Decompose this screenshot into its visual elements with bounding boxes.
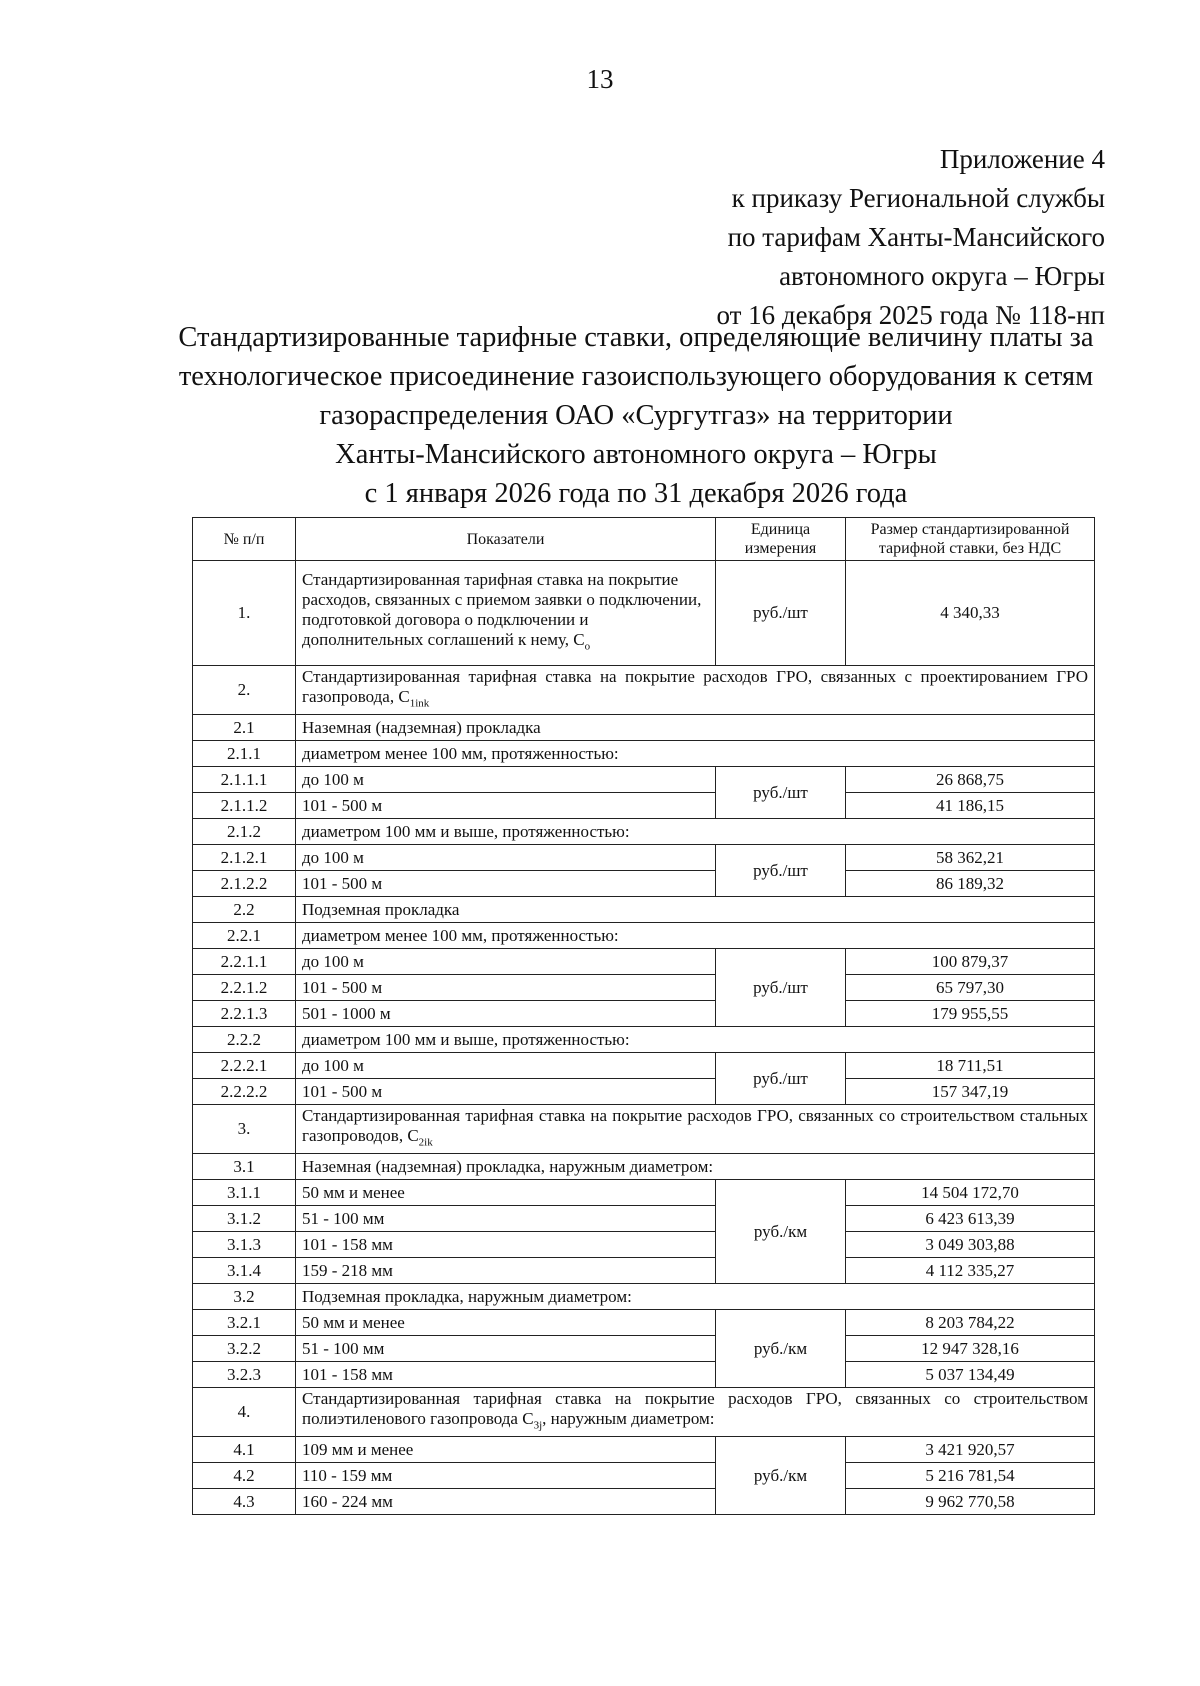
title-line: с 1 января 2026 года по 31 декабря 2026 года (364, 478, 908, 509)
row-value: 41 186,15 (846, 793, 1095, 819)
table-row (193, 1388, 1095, 1437)
subscript: 3j (533, 1419, 543, 1432)
appendix-line: к приказу Региональной службы (731, 183, 1105, 213)
row-unit: руб./шт (716, 561, 846, 666)
row-value: 6 423 613,39 (846, 1206, 1095, 1232)
row-value: 179 955,55 (846, 1001, 1095, 1027)
row-text: Подземная прокладка, наружным диаметром: (296, 1284, 1095, 1310)
row-value: 4 112 335,27 (846, 1258, 1095, 1284)
row-text: диаметром 100 мм и выше, протяженностью: (296, 819, 1095, 845)
row-num: 4.2 (193, 1463, 296, 1489)
document-title (150, 318, 1122, 513)
row-num: 2.1.1 (193, 741, 296, 767)
row-unit: руб./км (716, 1180, 846, 1284)
row-num: 2.2 (193, 897, 296, 923)
subscript: 1ink (409, 697, 430, 710)
row-value: 58 362,21 (846, 845, 1095, 871)
row-value: 12 947 328,16 (846, 1336, 1095, 1362)
table-header-row (193, 518, 1095, 561)
appendix-line: Приложение 4 (939, 144, 1105, 174)
table-row (193, 1180, 1095, 1206)
row-value: 5 216 781,54 (846, 1463, 1095, 1489)
row-value: 3 421 920,57 (846, 1437, 1095, 1463)
row-num: 1. (193, 561, 296, 666)
row-num: 3. (193, 1105, 296, 1154)
row-text: 50 мм и менее (296, 1310, 716, 1336)
table-row (193, 923, 1095, 949)
row-unit: руб./км (716, 1437, 846, 1515)
row-value: 65 797,30 (846, 975, 1095, 1001)
row-num: 3.2.2 (193, 1336, 296, 1362)
row-text: 101 - 500 м (296, 1079, 716, 1105)
appendix-line: по тарифам Ханты-Мансийского (727, 222, 1105, 252)
row-text: Стандартизированная тарифная ставка на покрытие расходов ГРО, связанных с проектированием ГРО газопровода, $C_{1ink}$ (296, 666, 1095, 715)
table-row (193, 1284, 1095, 1310)
header-value: Размер стандартизированной тарифной ставки, без НДС (846, 518, 1095, 561)
table-row (193, 1027, 1095, 1053)
row-text: 110 - 159 мм (296, 1463, 716, 1489)
row-text: 51 - 100 мм (296, 1336, 716, 1362)
row-num: 3.1.1 (193, 1180, 296, 1206)
row-text: Наземная (надземная) прокладка (296, 715, 1095, 741)
row-value: 4 340,33 (846, 561, 1095, 666)
row-num: 2.2.1.1 (193, 949, 296, 975)
table-row (193, 1001, 1095, 1027)
table-row (193, 741, 1095, 767)
row-value: 26 868,75 (846, 767, 1095, 793)
row-num: 2.1 (193, 715, 296, 741)
row-text: 101 - 500 м (296, 793, 716, 819)
table-row (193, 949, 1095, 975)
row-text: диаметром 100 мм и выше, протяженностью: (296, 1027, 1095, 1053)
title-line: газораспределения ОАО «Сургутгаз» на территории (319, 400, 953, 431)
subscript: 2ik (418, 1136, 433, 1149)
row-num: 3.1.2 (193, 1206, 296, 1232)
table-row (193, 1079, 1095, 1105)
row-text: 501 - 1000 м (296, 1001, 716, 1027)
table-row (193, 1310, 1095, 1336)
table-row (193, 793, 1095, 819)
row-unit: руб./шт (716, 949, 846, 1027)
row-value: 9 962 770,58 (846, 1489, 1095, 1515)
table-row (193, 1105, 1095, 1154)
row-value: 5 037 134,49 (846, 1362, 1095, 1388)
row-num: 3.1 (193, 1154, 296, 1180)
subscript: o (584, 640, 591, 653)
row-text: до 100 м (296, 767, 716, 793)
appendix-line: автономного округа – Югры (779, 261, 1105, 291)
table-row (193, 819, 1095, 845)
row-num: 2.1.1.2 (193, 793, 296, 819)
tariff-table (192, 517, 1095, 1515)
table-row (193, 1232, 1095, 1258)
row-num: 2.1.2 (193, 819, 296, 845)
row-value: 8 203 784,22 (846, 1310, 1095, 1336)
row-num: 2.1.1.1 (193, 767, 296, 793)
row-text: 51 - 100 мм (296, 1206, 716, 1232)
row-text: 101 - 158 мм (296, 1232, 716, 1258)
title-line: Ханты-Мансийского автономного округа – Югры (335, 439, 937, 470)
row-text: 109 мм и менее (296, 1437, 716, 1463)
table-row (193, 897, 1095, 923)
table-row (193, 1489, 1095, 1515)
table-row (193, 1053, 1095, 1079)
row-text: 50 мм и менее (296, 1180, 716, 1206)
row-value: 100 879,37 (846, 949, 1095, 975)
table-row (193, 1437, 1095, 1463)
row-text: Стандартизированная тарифная ставка на покрытие расходов, связанных с приемом заявки о подключении, подготовкой договора о подключении и дополнительных соглашений к нему, $C_o$ (296, 561, 716, 666)
table-row (193, 1154, 1095, 1180)
row-num: 3.1.3 (193, 1232, 296, 1258)
appendix-block (716, 140, 1105, 335)
row-num: 3.2.3 (193, 1362, 296, 1388)
page-number: 13 (586, 64, 614, 94)
table-row (193, 767, 1095, 793)
header-indicator: Показатели (296, 518, 716, 561)
table-row (193, 845, 1095, 871)
row-text: 160 - 224 мм (296, 1489, 716, 1515)
row-num: 2.2.2 (193, 1027, 296, 1053)
header-unit: Единица измерения (716, 518, 846, 561)
row-text: диаметром менее 100 мм, протяженностью: (296, 923, 1095, 949)
row-num: 4. (193, 1388, 296, 1437)
row-num: 3.2 (193, 1284, 296, 1310)
appendix-line: от 16 декабря 2025 года № 118-нп (716, 300, 1105, 330)
row-text: Подземная прокладка (296, 897, 1095, 923)
row-num: 2.2.1.2 (193, 975, 296, 1001)
row-text: до 100 м (296, 845, 716, 871)
row-num: 4.1 (193, 1437, 296, 1463)
row-num: 2.2.1 (193, 923, 296, 949)
row-unit: руб./км (716, 1310, 846, 1388)
title-line: Стандартизированные тарифные ставки, определяющие величину платы за (178, 322, 1094, 353)
table-row (193, 1258, 1095, 1284)
row-num: 3.2.1 (193, 1310, 296, 1336)
row-value: 18 711,51 (846, 1053, 1095, 1079)
table-row (193, 1362, 1095, 1388)
row-text: до 100 м (296, 949, 716, 975)
row-text: Стандартизированная тарифная ставка на покрытие расходов ГРО, связанных со строительством стальных газопроводов, $C_{2ik}$ (296, 1105, 1095, 1154)
table-row (193, 975, 1095, 1001)
row-text: 101 - 500 м (296, 975, 716, 1001)
row-text: 101 - 500 м (296, 871, 716, 897)
row-num: 4.3 (193, 1489, 296, 1515)
row-value: 14 504 172,70 (846, 1180, 1095, 1206)
table-row (193, 561, 1095, 666)
table-row (193, 1206, 1095, 1232)
row-text: Наземная (надземная) прокладка, наружным диаметром: (296, 1154, 1095, 1180)
row-text: диаметром менее 100 мм, протяженностью: (296, 741, 1095, 767)
row-num: 2. (193, 666, 296, 715)
row-unit: руб./шт (716, 1053, 846, 1105)
row-text: до 100 м (296, 1053, 716, 1079)
row-num: 2.1.2.2 (193, 871, 296, 897)
table-row (193, 1336, 1095, 1362)
table-row (193, 871, 1095, 897)
title-line: технологическое присоединение газоиспользующего оборудования к сетям (178, 361, 1094, 392)
row-text: 101 - 158 мм (296, 1362, 716, 1388)
row-unit: руб./шт (716, 845, 846, 897)
row-value: 3 049 303,88 (846, 1232, 1095, 1258)
row-value: 86 189,32 (846, 871, 1095, 897)
row-num: 2.2.2.2 (193, 1079, 296, 1105)
table-row (193, 715, 1095, 741)
table-row (193, 666, 1095, 715)
row-text: 159 - 218 мм (296, 1258, 716, 1284)
row-value: 157 347,19 (846, 1079, 1095, 1105)
table-row (193, 1463, 1095, 1489)
row-num: 2.1.2.1 (193, 845, 296, 871)
row-num: 2.2.2.1 (193, 1053, 296, 1079)
row-unit: руб./шт (716, 767, 846, 819)
row-num: 3.1.4 (193, 1258, 296, 1284)
row-num: 2.2.1.3 (193, 1001, 296, 1027)
header-num: № п/п (193, 518, 296, 561)
row-text: Стандартизированная тарифная ставка на покрытие расходов ГРО, связанных со строительством полиэтиленового газопровода $C_{3j}$, наружным диаметром: (296, 1388, 1095, 1437)
